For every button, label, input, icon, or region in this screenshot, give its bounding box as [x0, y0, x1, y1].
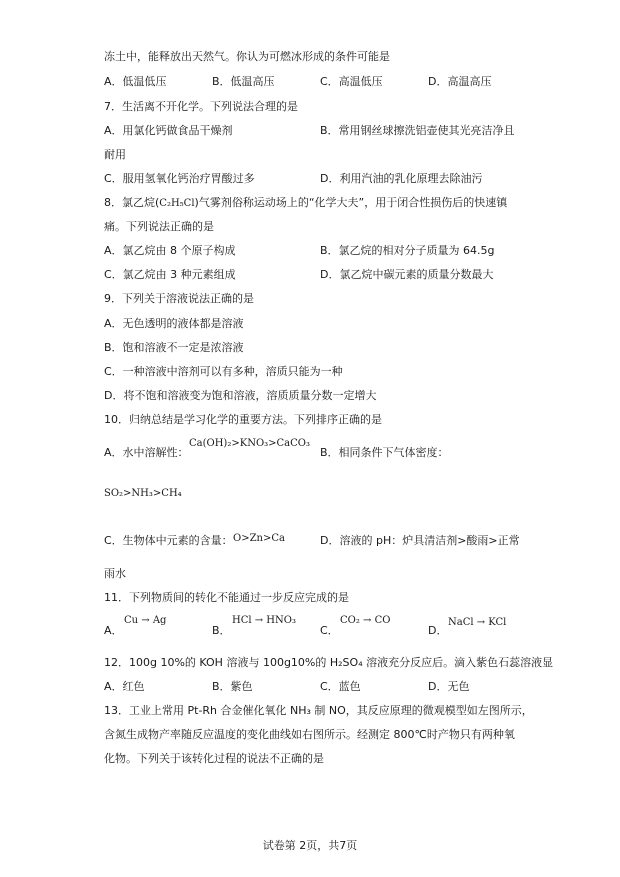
q10-option-c-formula: O>Zn>Ca — [233, 533, 285, 544]
q7-stem: 7．生活离不开化学。下列说法合理的是 — [104, 100, 298, 113]
q11-option-a-formula: Cu → Ag — [124, 615, 167, 626]
q8-option-d: D．氯乙烷中碳元素的质量分数最大 — [320, 268, 494, 281]
q10-option-a-formula: Ca(OH)₂>KNO₃>CaCO₃ — [189, 438, 311, 449]
q10-option-b-formula: SO₂>NH₃>CH₄ — [104, 488, 182, 499]
q7-option-a: A．用氯化钙做食品干燥剂 — [104, 124, 233, 137]
q11-option-d-label: D． — [428, 624, 448, 637]
q13-line-3: 化物。下列关于该转化过程的说法不正确的是 — [104, 752, 324, 765]
q8-option-b: B．氯乙烷的相对分子质量为 64.5g — [320, 244, 495, 257]
q7-option-b: B．常用钢丝球擦洗铝壶使其光亮洁净且 — [320, 124, 515, 137]
q10-option-d: D．溶液的 pH：炉具清洁剂>酸雨>正常 — [320, 534, 520, 547]
q11-option-c-label: C． — [320, 624, 339, 637]
q9-option-d: D．将不饱和溶液变为饱和溶液，溶质质量分数一定增大 — [104, 389, 377, 402]
q8-stem-post: )气雾剂俗称运动场上的“化学大夫”，用于闭合性损伤后的快速镇 — [194, 196, 508, 209]
q8-option-c: C．氯乙烷由 3 种元素组成 — [104, 268, 236, 281]
q12-option-c: C．蓝色 — [320, 680, 361, 693]
q11-option-b-formula: HCl → HNO₃ — [232, 615, 296, 626]
q6-stem: 冻土中，能释放出天然气。你认为可燃冰形成的条件可能是 — [104, 50, 390, 63]
q9-option-a: A．无色透明的液体都是溶液 — [104, 317, 244, 330]
q12-stem: 12．100g 10%的 KOH 溶液与 100g10%的 H₂SO₄ 溶液充分反应后。滴入紫色石蕊溶液显 — [104, 656, 554, 669]
q12-option-b: B．紫色 — [212, 680, 253, 693]
q9-stem: 9．下列关于溶液说法正确的是 — [104, 292, 254, 305]
q6-option-b: B．低温高压 — [212, 75, 275, 88]
q7-option-c: C．服用氢氧化钙治疗胃酸过多 — [104, 172, 255, 185]
q11-stem: 11．下列物质间的转化不能通过一步反应完成的是 — [104, 591, 349, 604]
q10-option-c-label: C．生物体中元素的含量： — [104, 534, 233, 547]
q13-line-2: 含氮生成物产率随反应温度的变化曲线如右图所示。经测定 800℃时产物只有两种氧 — [104, 728, 515, 741]
q11-option-b-label: B． — [212, 624, 231, 637]
q10-option-d-cont: 雨水 — [104, 567, 126, 580]
q8-stem-pre: 8．氯乙烷( — [104, 196, 160, 209]
q8-stem-cont: 痛。下列说法正确的是 — [104, 220, 214, 233]
q6-option-a: A．低温低压 — [104, 75, 167, 88]
q7-option-b-cont: 耐用 — [104, 148, 126, 161]
q10-option-b-label: B．相同条件下气体密度： — [320, 446, 449, 459]
q6-option-d: D．高温高压 — [428, 75, 492, 88]
page-footer: 试卷第 2页，共7页 — [262, 839, 358, 852]
q9-option-c: C．一种溶液中溶剂可以有多种，溶质只能为一种 — [104, 365, 343, 378]
q11-option-a-label: A． — [104, 624, 123, 637]
q10-stem: 10．归纳总结是学习化学的重要方法。下列排序正确的是 — [104, 413, 382, 426]
q12-option-a: A．红色 — [104, 680, 145, 693]
q8-stem — [104, 196, 507, 211]
q11-option-d-formula: NaCl → KCl — [448, 617, 507, 628]
q12-option-d: D．无色 — [428, 680, 470, 693]
q11-option-c-formula: CO₂ → CO — [340, 615, 391, 626]
q7-option-d: D．利用汽油的乳化原理去除油污 — [320, 172, 483, 185]
q6-option-c: C．高温低压 — [320, 75, 383, 88]
q10-option-a-label: A．水中溶解性： — [104, 446, 189, 459]
q13-line-1: 13．工业上常用 Pt-Rh 合金催化氧化 NH₃ 制 NO，其反应原理的微观模型如左图所示， — [104, 704, 533, 717]
q8-option-a: A．氯乙烷由 8 个原子构成 — [104, 244, 236, 257]
q9-option-b: B．饱和溶液不一定是浓溶液 — [104, 341, 244, 354]
q8-formula: C₂H₅Cl — [159, 198, 195, 209]
